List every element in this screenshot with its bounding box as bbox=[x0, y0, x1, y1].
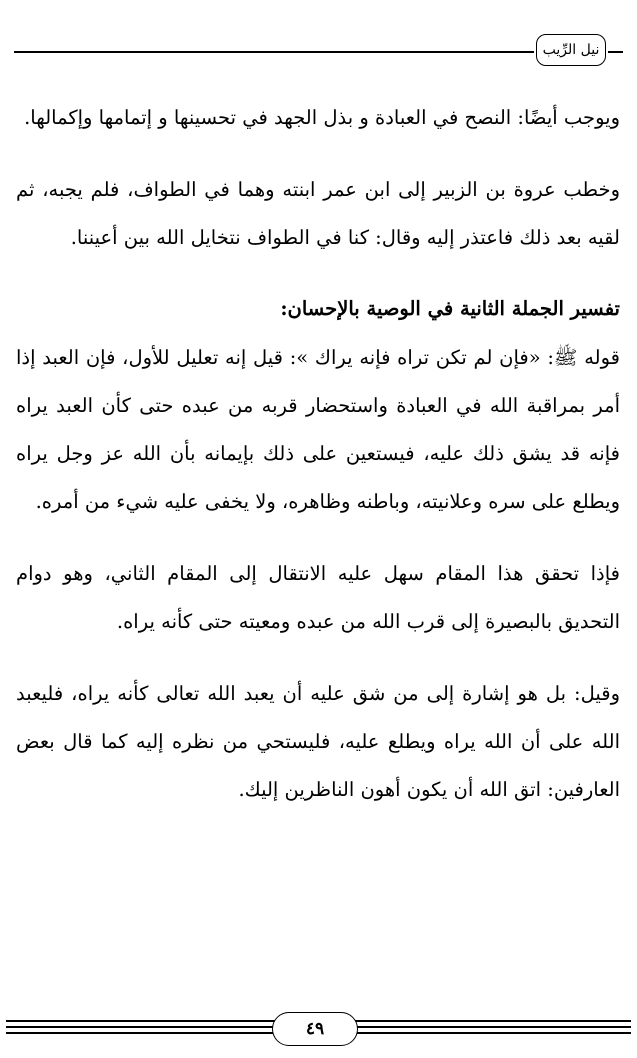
header-rule-end bbox=[608, 51, 623, 53]
paragraph-2: وخطب عروة بن الزبير إلى ابن عمر ابنته وهما في الطواف، فلم يجبه، ثم لقيه بعد ذلك فاعتذر إليه وقال: كنا في الطواف نتخايل الله بين أعيننا. bbox=[16, 178, 620, 249]
page-number: ٤٩ bbox=[272, 1012, 358, 1046]
section-heading: تفسير الجملة الثانية في الوصية بالإحسان: bbox=[280, 297, 620, 320]
page-footer bbox=[6, 1010, 631, 1054]
header-rule bbox=[14, 51, 534, 53]
paragraph-5: وقيل: بل هو إشارة إلى من شق عليه أن يعبد الله تعالى كأنه يراه، فليعبد الله على أن الله يراه ويطلع عليه، فليستحي من نظره إليه كما قال بعض العارفين: اتق الله أن يكون أهون الناظرين إليك. bbox=[16, 682, 620, 801]
running-title: نيل الرِّيب bbox=[536, 34, 606, 66]
page-header bbox=[14, 34, 623, 78]
page-body bbox=[16, 94, 620, 838]
paragraph-3: قوله ﷺ: «فإن لم تكن تراه فإنه يراك »: قيل إنه تعليل للأول، فإن العبد إذا أمر بمراقبة الله في العبادة واستحضار قربه من عبده حتى كأن العبد يراه فإنه قد يشق ذلك عليه، فيستعين على ذلك بإيمانه بأن الله عز وجل يراه ويطلع على سره وعلانيته، وباطنه وظاهره، ولا يخفى عليه شيء من أمره. bbox=[16, 346, 620, 513]
paragraph-4: فإذا تحقق هذا المقام سهل عليه الانتقال إلى المقام الثاني، وهو دوام التحديق بالبصيرة إلى قرب الله من عبده ومعيته حتى كأنه يراه. bbox=[16, 562, 620, 633]
paragraph-1: ويوجب أيضًا: النصح في العبادة و بذل الجهد في تحسينها و إتمامها وإكمالها. bbox=[24, 106, 620, 129]
